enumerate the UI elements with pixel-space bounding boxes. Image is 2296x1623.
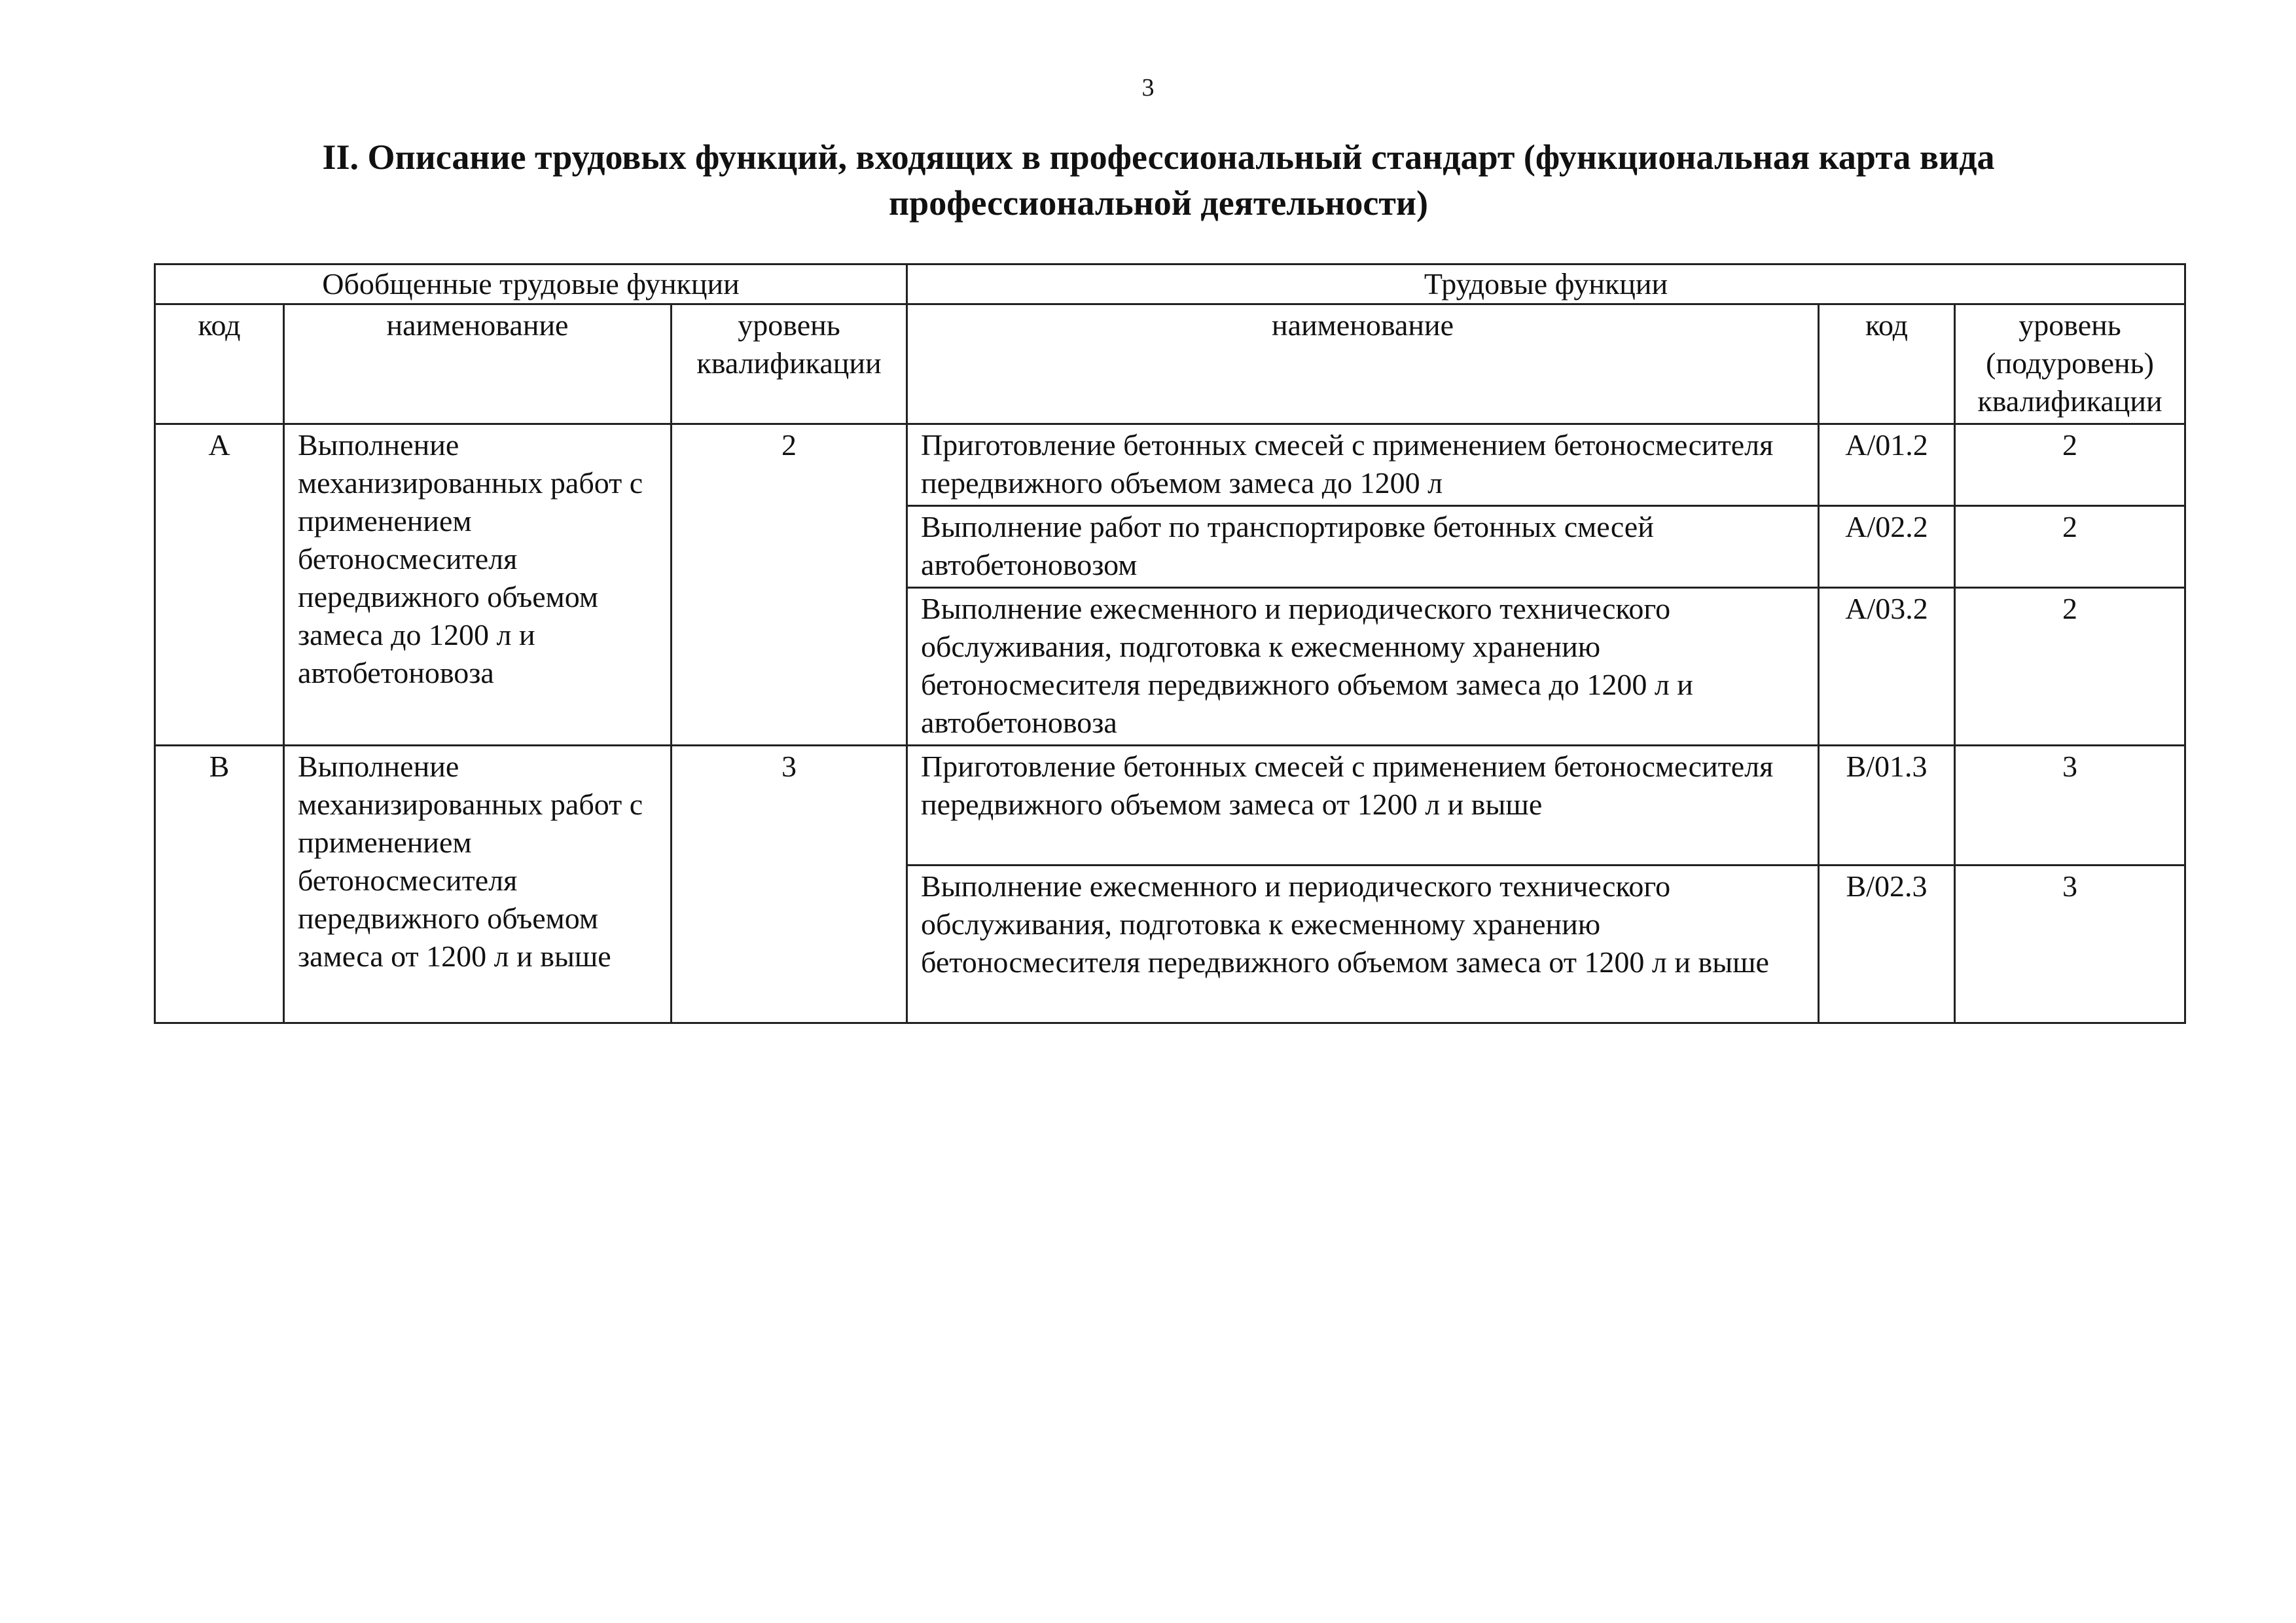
- column-header-gen-name: наименование: [284, 304, 672, 424]
- function-level-cell: 3: [1955, 746, 2185, 866]
- group-name-cell: Выполнение механизированных работ с применением бетоносмесителя передвижного объемом замеса от 1200 л и выше: [284, 746, 672, 1023]
- function-name-cell: Приготовление бетонных смесей с применением бетоносмесителя передвижного объемом замеса от 1200 л и выше: [907, 746, 1819, 866]
- table-group-header-row: [155, 264, 2185, 304]
- group-level-cell: 3: [672, 746, 907, 1023]
- column-header-gen-code: код: [155, 304, 284, 424]
- function-level-cell: 2: [1955, 506, 2185, 588]
- page-number: 3: [1141, 74, 1155, 101]
- generalized-functions-header: Обобщенные трудовые функции: [155, 264, 907, 304]
- function-level-cell: 3: [1955, 866, 2185, 1023]
- function-code-cell: А/01.2: [1819, 424, 1955, 506]
- functional-map-table: [154, 263, 2186, 1024]
- group-name-cell: Выполнение механизированных работ с применением бетоносмесителя передвижного объемом замеса до 1200 л и автобетоновоза: [284, 424, 672, 746]
- function-name-cell: Выполнение работ по транспортировке бетонных смесей автобетоновозом: [907, 506, 1819, 588]
- column-header-fn-code: код: [1819, 304, 1955, 424]
- function-code-cell: В/01.3: [1819, 746, 1955, 866]
- table-row: [155, 424, 2185, 506]
- function-code-cell: А/02.2: [1819, 506, 1955, 588]
- function-name-cell: Выполнение ежесменного и периодического технического обслуживания, подготовка к ежесменному хранению бетоносмесителя передвижного объемом замеса до 1200 л и автобетоновоза: [907, 588, 1819, 746]
- function-name-cell: Выполнение ежесменного и периодического технического обслуживания, подготовка к ежесменному хранению бетоносмесителя передвижного объемом замеса от 1200 л и выше: [907, 866, 1819, 1023]
- function-code-cell: А/03.2: [1819, 588, 1955, 746]
- group-code-cell: В: [155, 746, 284, 1023]
- labor-functions-header: Трудовые функции: [907, 264, 2185, 304]
- function-level-cell: 2: [1955, 424, 2185, 506]
- function-code-cell: В/02.3: [1819, 866, 1955, 1023]
- column-header-gen-level: уровень квалификации: [672, 304, 907, 424]
- section-title: II. Описание трудовых функций, входящих в профессиональный стандарт (функциональная карта вида профессиональной деятельности): [322, 137, 1995, 223]
- function-level-cell: 2: [1955, 588, 2185, 746]
- group-level-cell: 2: [672, 424, 907, 746]
- table-column-header-row: [155, 304, 2185, 424]
- column-header-fn-name: наименование: [907, 304, 1819, 424]
- table-row: [155, 746, 2185, 866]
- column-header-fn-level: уровень (подуровень) квалификации: [1955, 304, 2185, 424]
- group-code-cell: А: [155, 424, 284, 746]
- function-name-cell: Приготовление бетонных смесей с применением бетоносмесителя передвижного объемом замеса до 1200 л: [907, 424, 1819, 506]
